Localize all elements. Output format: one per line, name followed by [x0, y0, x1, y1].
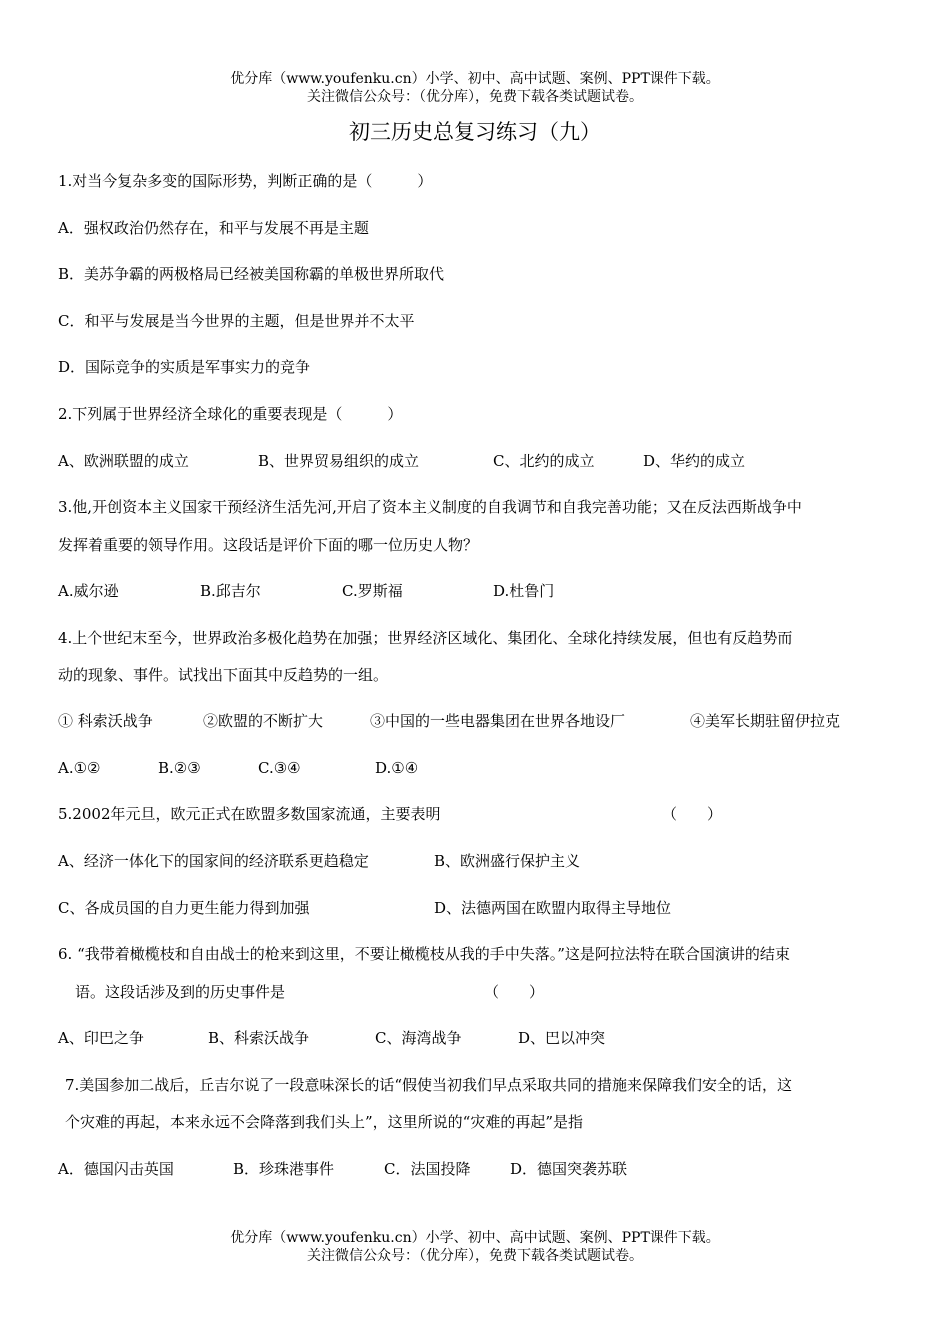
question-5-option-d: D、法德两国在欧盟内取得主导地位 [434, 899, 672, 917]
question-5-option-a: A、经济一体化下的国家间的经济联系更趋稳定 [58, 852, 369, 870]
question-6-option-c: C、海湾战争 [375, 1029, 462, 1047]
question-4-option-c: C.③④ [258, 759, 301, 777]
question-7-option-a: A．德国闪击英国 [58, 1160, 174, 1178]
question-6-stem-line-1: 6. “我带着橄榄枝和自由战士的枪来到这里，不要让橄榄枝从我的手中失落。”这是阿拉法特在联合国演讲的结束 [58, 945, 790, 963]
question-7-option-b: B．珍珠港事件 [233, 1160, 335, 1178]
question-1-option-a: A．强权政治仍然存在，和平与发展不再是主题 [58, 219, 369, 237]
footer-line-2: 关注微信公众号：（优分库），免费下载各类试题试卷。 [307, 1248, 643, 1264]
question-1-option-c: C．和平与发展是当今世界的主题，但是世界并不太平 [58, 312, 415, 330]
question-7-option-d: D．德国突袭苏联 [510, 1160, 628, 1178]
question-4-option-a: A.①② [58, 759, 101, 777]
question-5-stem: 5.2002年元旦，欧元正式在欧盟多数国家流通，主要表明 [58, 805, 441, 823]
question-4-item-1: ① 科索沃战争 [58, 712, 153, 730]
question-3-option-c: C.罗斯福 [342, 582, 403, 600]
question-4-option-d: D.①④ [375, 759, 419, 777]
question-6-option-d: D、巴以冲突 [518, 1029, 606, 1047]
question-3-stem-line-2: 发挥着重要的领导作用。这段话是评价下面的哪一位历史人物？ [58, 536, 479, 554]
question-7-option-c: C．法国投降 [384, 1160, 471, 1178]
question-6-stem-line-2: 语。这段话涉及到的历史事件是 [75, 983, 286, 1001]
footer-line-1: 优分库（www.youfenku.cn）小学、初中、高中试题、案例、PPT课件下载。 [230, 1230, 720, 1246]
question-7-stem-line-2: 个灾难的再起，本来永远不会降落到我们头上”，这里所说的“灾难的再起”是指 [65, 1113, 584, 1131]
question-4-stem-line-2: 动的现象、事件。试找出下面其中反趋势的一组。 [58, 666, 389, 684]
question-5-option-b: B、欧洲盛行保护主义 [434, 852, 581, 870]
question-6-answer-blank: （ ） [484, 983, 545, 1001]
question-3-stem-line-1: 3.他,开创资本主义国家干预经济生活先河,开启了资本主义制度的自我调节和自我完善功能；又在反法西斯战争中 [58, 498, 802, 516]
question-3-option-d: D.杜鲁门 [493, 582, 555, 600]
question-7-stem-line-1: 7.美国参加二战后，丘吉尔说了一段意味深长的话“假使当初我们早点采取共同的措施来保障我们安全的话，这 [65, 1076, 792, 1094]
question-2-option-d: D、华约的成立 [643, 452, 746, 470]
question-3-option-a: A.威尔逊 [58, 582, 119, 600]
question-4-item-3: ③中国的一些电器集团在世界各地设厂 [370, 712, 626, 730]
question-1-option-d: D．国际竞争的实质是军事实力的竞争 [58, 358, 311, 376]
header-line-1: 优分库（www.youfenku.cn）小学、初中、高中试题、案例、PPT课件下载。 [230, 71, 720, 87]
question-2-stem: 2.下列属于世界经济全球化的重要表现是（ ） [58, 405, 403, 423]
question-4-option-b: B.②③ [158, 759, 201, 777]
question-2-option-c: C、北约的成立 [493, 452, 595, 470]
question-3-option-b: B.邱吉尔 [200, 582, 261, 600]
question-4-stem-line-1: 4.上个世纪末至今，世界政治多极化趋势在加强；世界经济区域化、集团化、全球化持续发展，但也有反趋势而 [58, 629, 793, 647]
header-line-2: 关注微信公众号：（优分库），免费下载各类试题试卷。 [307, 89, 643, 105]
question-1-stem: 1.对当今复杂多变的国际形势，判断正确的是（ ） [58, 172, 433, 190]
question-5-option-c: C、各成员国的自力更生能力得到加强 [58, 899, 310, 917]
question-4-item-2: ②欧盟的不断扩大 [203, 712, 324, 730]
question-6-option-a: A、印巴之争 [58, 1029, 144, 1047]
question-2-option-a: A、欧洲联盟的成立 [58, 452, 189, 470]
question-1-option-b: B．美苏争霸的两极格局已经被美国称霸的单极世界所取代 [58, 265, 445, 283]
question-6-option-b: B、科索沃战争 [208, 1029, 310, 1047]
question-2-option-b: B、世界贸易组织的成立 [258, 452, 420, 470]
question-5-answer-blank: （ ） [662, 805, 723, 823]
question-4-item-4: ④美军长期驻留伊拉克 [690, 712, 841, 730]
page-title: 初三历史总复习练习（九） [349, 120, 601, 144]
